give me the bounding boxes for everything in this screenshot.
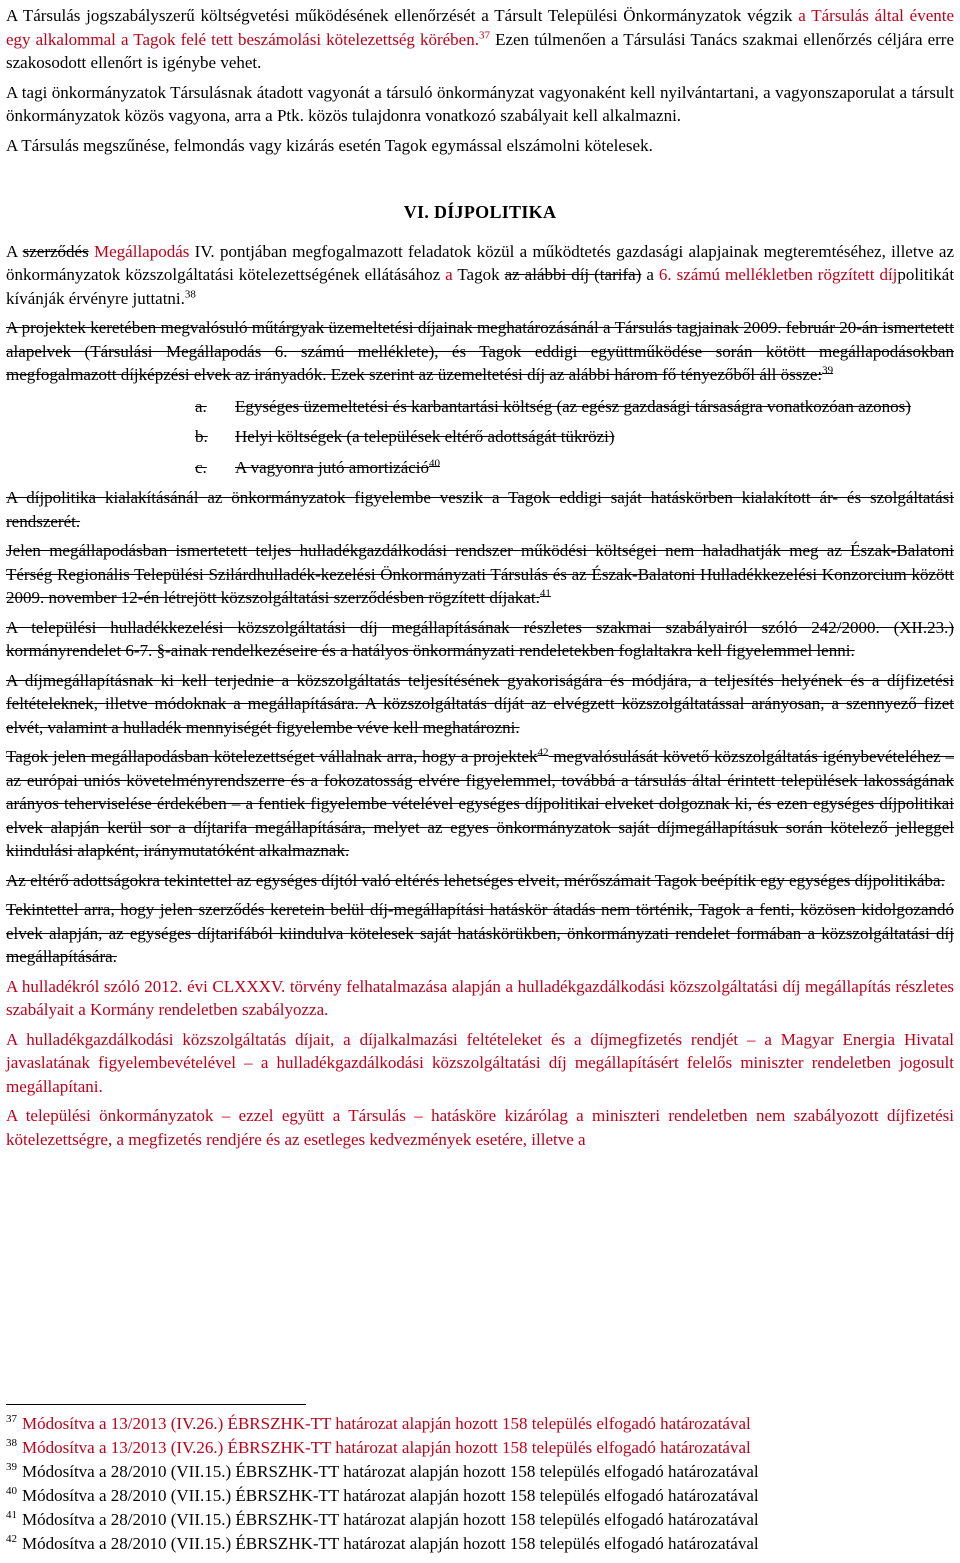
inserted-text: 6. számú mellékletben rögzített díj bbox=[658, 265, 898, 284]
text-run: politikát kívánják érvényre juttatni. bbox=[6, 265, 955, 308]
deleted-text: az alábbi díj (tarifa) bbox=[504, 265, 642, 284]
text-run: A Társulás jogszabályszerű költségvetési működésének ellenőrzését a Társult Települési Önkormányzatok végzik bbox=[6, 6, 793, 25]
footnote-number: 40 bbox=[6, 1485, 17, 1498]
paragraph-minister: A hulladékgazdálkodási közszolgáltatás díjait, a díjalkalmazási feltételeket és a díjmegfizetés rendjét – a Magyar Energia Hivatal javaslatának figyelembevételével – a hulladékgazdálkodási közszolgáltatási díj megállapításért felelős miniszter rendeletben jogosult megállapítani. bbox=[6, 1029, 954, 1096]
fee-components-list bbox=[6, 395, 954, 480]
paragraph-municipal: A települési önkormányzatok – ezzel együtt a Társulás – hatásköre kizárólag a miniszteri rendeletben nem szabályozott díjfizetési kötelezettségre, a megfizetés rendjére és az esetleges kedvezmények esetére, illetve a bbox=[6, 1106, 954, 1149]
footnote-number: 39 bbox=[6, 1461, 17, 1474]
inserted-text: Megállapodás bbox=[94, 241, 190, 261]
list-label: a. bbox=[195, 396, 207, 416]
footnote-text: Módosítva a 28/2010 (VII.15.) ÉBRSZHK-TT határozat alapján hozott 158 település elfogadó határozatával bbox=[22, 1486, 759, 1505]
list-item bbox=[195, 425, 954, 449]
footnote bbox=[6, 1412, 954, 1436]
paragraph-audit bbox=[6, 4, 954, 75]
footnote bbox=[6, 1532, 954, 1556]
footnote-text: Módosítva a 28/2010 (VII.15.) ÉBRSZHK-TT határozat alapján hozott 158 település elfogadó határozatával bbox=[22, 1462, 759, 1481]
paragraph-commitment bbox=[6, 745, 954, 863]
paragraph-dissolution: A Társulás megszűnése, felmondás vagy kizárás esetén Tagok egymással elszámolni kötelesek. bbox=[6, 135, 653, 155]
footnote-text: Módosítva a 13/2013 (IV.26.) ÉBRSZHK-TT határozat alapján hozott 158 település elfogadó határozatával bbox=[22, 1414, 751, 1433]
footnote bbox=[6, 1484, 954, 1508]
list-text: Helyi költségek (a települések eltérő adottságát tükrözi) bbox=[235, 427, 615, 446]
footnote-ref: 41 bbox=[539, 587, 551, 600]
text-run: IV. pontjában megfogalmazott feladatok közül a működtetés gazdasági alapjainak megteremtéséhez, illetve az önkormányzatok közszolgáltatási kötelezettségének ellátásához bbox=[6, 241, 955, 284]
text-run: megvalósulását követő közszolgáltatás igénybevételéhez – az európai uniós követelményrendszerre és a fokozatosság elvére figyelemmel, továbbá a társulás által érintett települések lakosságának arányos teherviselése érdekében – a fentiek figyelembe vételével egységes díjpolitikai elveket dolgoznak ki, és ezen egységes díjpolitikai elvek alapján kerül sor a díjtarifa megállapítására, melyet az egyes önkormányzatok saját díjmegállapításuk során kötelező jelleggel kiindulási alapként, iránymutatóként alkalmaznak. bbox=[6, 747, 954, 860]
text-run: A projektek keretében megvalósuló műtárgyak üzemeltetési díjainak meghatározásánál a Társulás tagjainak 2009. február 20-án ismertetett alapelvek (Társulási Megállapodás 6. számú melléklete), és Tagok eddigi együttműködése során kötött megállapodásokban megfogalmazott díjképzési elvek az irányadók. Ezek szerint az üzemeltetési díj az alábbi három fő tényezőből áll össze: bbox=[6, 318, 954, 384]
footnote-number: 41 bbox=[6, 1509, 17, 1522]
list-text bbox=[235, 456, 954, 480]
section-heading: VI. DÍJPOLITIKA bbox=[403, 202, 557, 222]
footnote-number: 37 bbox=[6, 1413, 17, 1426]
footnote-ref: 37 bbox=[478, 28, 490, 41]
deleted-text: szerződés bbox=[22, 241, 89, 261]
footnote-number: 38 bbox=[6, 1437, 17, 1450]
text-run: Jelen megállapodásban ismertetett teljes hulladékgazdálkodási rendszer működési költségei nem haladhatják meg az Észak-Balatoni Térség Regionális Települési Szilárdhulladék-kezelési Önkormányzati Társulás és az Észak-Balatoni Hulladékkezelési Konzorcium között 2009. november 12-én létrejött közszolgáltatási szerződésben rögzített díjakat. bbox=[6, 541, 954, 607]
paragraph-project-fees bbox=[6, 316, 954, 387]
text-run: Ezen túlmenően a Társulási Tanács szakmai ellenőrzés céljára erre szakosodott ellenőrt is igénybe vehet. bbox=[6, 29, 954, 72]
text-run: A bbox=[6, 241, 18, 261]
footnote-text: Módosítva a 28/2010 (VII.15.) ÉBRSZHK-TT határozat alapján hozott 158 település elfogadó határozatával bbox=[22, 1534, 759, 1553]
list-label: c. bbox=[195, 457, 207, 477]
paragraph-deviation: Az eltérő adottságokra tekintettel az egységes díjtól való eltérés lehetséges elveit, mérőszámait Tagok beépítik egy egységes díjpolitikába. bbox=[6, 870, 945, 890]
text-run: A vagyonra jutó amortizáció bbox=[235, 457, 430, 477]
paragraph-competence: Tekintettel arra, hogy jelen szerződés keretein belül díj-megállapítási hatáskör átadás nem történik, Tagok a fenti, közösen kidolgozandó elvek alapján, az egységes díjtarifából kiindulva kötelesek saját hatáskörükben, önkormányzati rendelet formában a közszolgáltatási díj megállapítására. bbox=[6, 900, 954, 966]
list-label: b. bbox=[195, 427, 208, 446]
footnote bbox=[6, 1508, 954, 1532]
list-item bbox=[195, 456, 954, 480]
footnote bbox=[6, 1436, 954, 1460]
paragraph-pricing: A díjpolitika kialakításánál az önkormányzatok figyelembe veszik a Tagok eddigi saját hatáskörben kialakított ár- és szolgáltatási rendszerét. bbox=[6, 488, 954, 531]
footnote-text: Módosítva a 28/2010 (VII.15.) ÉBRSZHK-TT határozat alapján hozott 158 település elfogadó határozatával bbox=[22, 1510, 759, 1529]
footnote-ref: 40 bbox=[429, 456, 441, 469]
text-run: Tagok jelen megállapodásban kötelezettséget vállalnak arra, hogy a projektek bbox=[6, 747, 538, 766]
footnote-number: 42 bbox=[6, 1533, 17, 1546]
footnote-ref: 42 bbox=[537, 746, 549, 759]
paragraph-fee-setting: A díjmegállapításnak ki kell terjednie a közszolgáltatás teljesítésének gyakoriságára és módjára, a teljesítés helyének és a díjfizetési feltételeknek, illetve módoknak a megállapítására. A közszolgáltatás díját az elvégzett közszolgáltatással arányosan, a szennyező fizet elvét, valamint a hulladék mennyiségét figyelembe véve kell meghatározni. bbox=[6, 670, 954, 737]
footnote-separator bbox=[6, 1404, 306, 1405]
paragraph-assets: A tagi önkormányzatok Társulásnak átadott vagyonát a társuló önkormányzat vagyonaként kell nyilvántartani, a vagyonszaporulat a társult önkormányzatok közös vagyona, arra a Ptk. közös tulajdonra vonatkozó szabályait kell alkalmazni. bbox=[6, 82, 954, 125]
paragraph-waste-act: A hulladékról szóló 2012. évi CLXXXV. törvény felhatalmazása alapján a hulladékgazdálkodási közszolgáltatási díj megállapítás részletes szabályait a Kormány rendeletben szabályozza. bbox=[6, 976, 954, 1019]
inserted-text: a Társulás által évente egy alkalommal a Tagok felé tett beszámolási kötelezettség körében. bbox=[6, 6, 955, 49]
footnote-text: Módosítva a 13/2013 (IV.26.) ÉBRSZHK-TT határozat alapján hozott 158 település elfogadó határozatával bbox=[22, 1438, 751, 1457]
paragraph-fee-policy bbox=[6, 240, 954, 311]
footnote-ref: 39 bbox=[822, 364, 834, 377]
list-item bbox=[195, 395, 954, 419]
footnotes bbox=[6, 1412, 954, 1556]
list-text: Egységes üzemeltetési és karbantartási költség (az egész gazdasági társaságra vonatkozóan azonos) bbox=[235, 396, 911, 416]
paragraph-costs bbox=[6, 539, 954, 610]
paragraph-regulation: A települési hulladékkezelési közszolgáltatási díj megállapításának részletes szakmai szabályairól szóló 242/2000. (XII.23.) kormányrendelet 6-7. §-ainak rendelkezéseire és a hatályos önkormányzati rendeletekben foglaltakra kell figyelemmel lenni. bbox=[6, 617, 954, 660]
footnote-ref: 38 bbox=[184, 287, 196, 300]
text-run: a bbox=[646, 265, 654, 284]
document-page bbox=[6, 4, 954, 1157]
text-run: Tagok bbox=[457, 265, 500, 284]
inserted-text: a bbox=[445, 265, 453, 284]
footnote bbox=[6, 1460, 954, 1484]
